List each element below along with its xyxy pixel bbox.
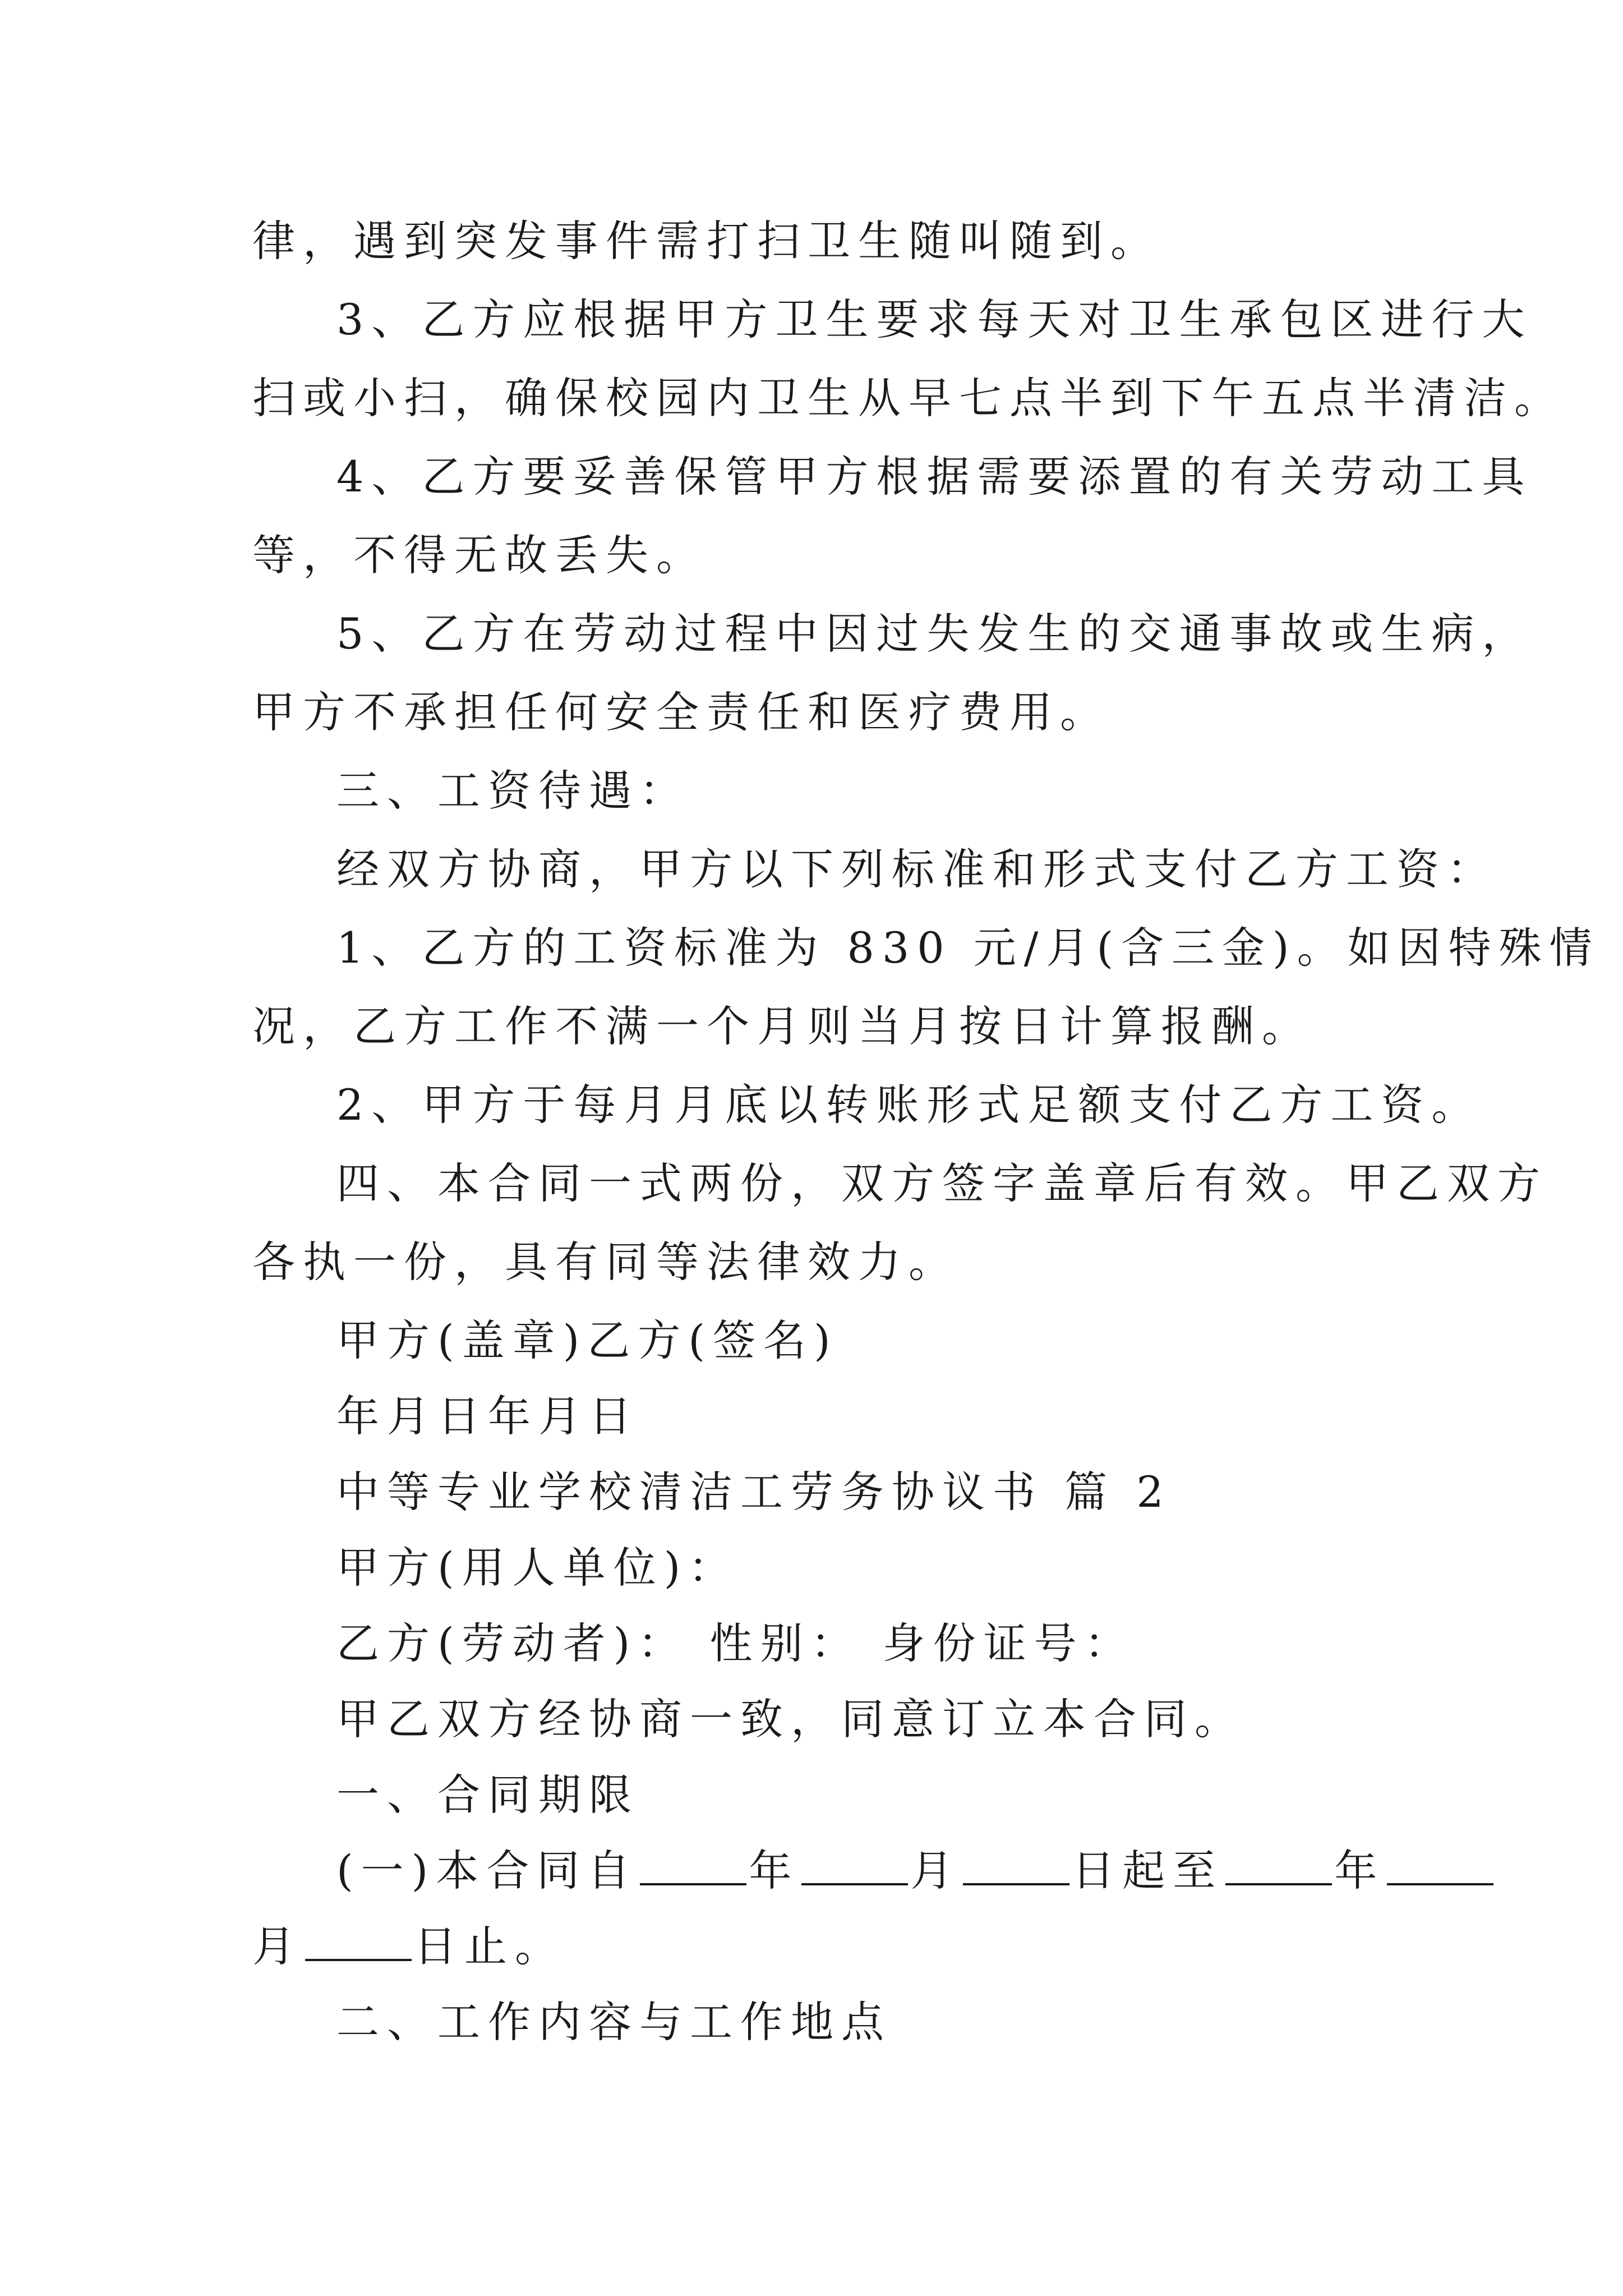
term-year-end: 年 [1334,1846,1385,1895]
term-month-end: 月 [252,1921,303,1971]
contract-term-line [336,1846,1496,1896]
date-line: 年月日年月日 [336,1391,639,1441]
blank-field [801,1848,908,1885]
blank-field [963,1848,1069,1885]
section-heading: 三、工资待遇： [336,766,690,816]
signature-line: 甲方(盖章)乙方(签名) [336,1315,838,1365]
term-month: 月 [910,1846,961,1895]
party-b-line: 乙方(劳动者)： 性别： 身份证号： [336,1618,1135,1668]
section-heading: 二、工作内容与工作地点 [336,1997,892,2047]
paragraph-line: 况，乙方工作不满一个月则当月按日计算报酬。 [252,1001,1312,1051]
section-heading: 一、合同期限 [336,1770,639,1820]
term-day-start: 日起至 [1072,1846,1224,1895]
blank-field [1387,1848,1493,1885]
paragraph-line: 3、乙方应根据甲方卫生要求每天对卫生承包区进行大 [336,295,1533,344]
section-title: 中等专业学校清洁工劳务协议书 篇 2 [336,1467,1172,1517]
party-a-line: 甲方(用人单位)： [336,1543,739,1593]
paragraph-line: 扫或小扫，确保校园内卫生从早七点半到下午五点半清洁。 [252,373,1565,423]
paragraph-line: 等，不得无故丢失。 [252,530,707,580]
blank-field [1225,1848,1332,1885]
paragraph-line: 甲方不承担任何安全责任和医疗费用。 [252,687,1110,737]
term-end: 日止。 [414,1921,565,1971]
paragraph-line: 2、甲方于每月月底以转账形式足额支付乙方工资。 [336,1080,1482,1130]
blank-field [640,1848,746,1885]
paragraph-line: 5、乙方在劳动过程中因过失发生的交通事故或生病， [336,609,1533,659]
blank-field [305,1924,412,1961]
paragraph-line: 甲乙双方经协商一致，同意订立本合同。 [336,1694,1245,1744]
paragraph-line: 4、乙方要妥善保管甲方根据需要添置的有关劳动工具 [336,452,1533,501]
paragraph-line: 1、乙方的工资标准为 830 元/月(含三金)。如因特殊情 [336,923,1600,973]
paragraph-line: 四、本合同一式两份，双方签字盖章后有效。甲乙双方 [336,1158,1548,1208]
paragraph-line: 各执一份，具有同等法律效力。 [252,1237,959,1287]
paragraph-line: 经双方协商，甲方以下列标准和形式支付乙方工资： [336,844,1497,894]
contract-term-line-2 [252,1921,565,1972]
paragraph-line: 律，遇到突发事件需打扫卫生随叫随到。 [252,216,1161,266]
term-year: 年 [749,1846,800,1895]
term-prefix: (一)本合同自 [336,1846,638,1895]
